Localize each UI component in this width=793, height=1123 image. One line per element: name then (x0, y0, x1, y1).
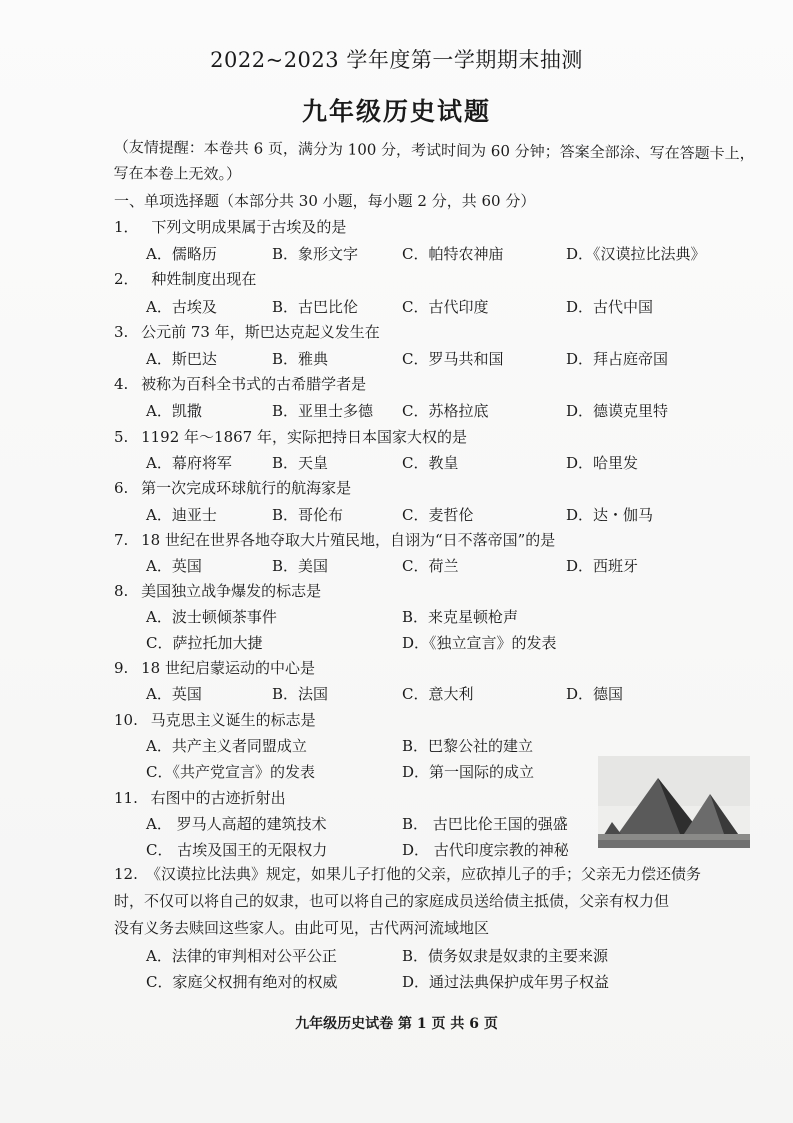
question-7 (114, 529, 555, 550)
question-number: 5. (114, 428, 129, 446)
question-2 (114, 268, 256, 289)
option-b: B．亚里士多德 (272, 402, 374, 420)
option-b: B．雅典 (272, 350, 329, 368)
question-3 (114, 321, 380, 342)
option-c: C．苏格拉底 (402, 402, 489, 420)
question-1 (114, 216, 346, 237)
option-c: C．《共产党宣言》的发表 (146, 763, 315, 781)
option-b: B．古巴比伦 (272, 298, 359, 316)
option-c: C．古代印度 (402, 298, 489, 316)
option-b: B．来克星顿枪声 (402, 608, 519, 626)
question-text: 18 世纪在世界各地夺取大片殖民地，自诩为“日不落帝国”的是 (141, 531, 556, 549)
option-a: A．凯撒 (146, 402, 202, 420)
option-d: D．《汉谟拉比法典》 (566, 245, 706, 263)
question-number: 6. (114, 479, 129, 497)
option-d: D．达・伽马 (566, 506, 654, 524)
exam-subtitle: 九年级历史试题 (301, 97, 491, 126)
option-b: B．巴黎公社的建立 (402, 737, 534, 755)
question-text: 1192 年～1867 年，实际把持日本国家大权的是 (141, 428, 467, 446)
option-a: A．共产主义者同盟成立 (146, 737, 307, 755)
option-c: C．罗马共和国 (402, 350, 504, 368)
question-text-line: 时，不仅可以将自己的奴隶，也可以将自己的家庭成员送给债主抵债，父亲有权力但 (114, 892, 670, 910)
option-a: A．英国 (146, 557, 202, 575)
question-text: 下列文明成果属于古埃及的是 (151, 218, 347, 236)
option-d: D．通过法典保护成年男子权益 (402, 973, 610, 991)
option-a: A．幕府将军 (146, 454, 232, 472)
option-a: A．迪亚士 (146, 506, 217, 524)
question-text: 右图中的古迹折射出 (150, 789, 286, 807)
option-c: C．麦哲伦 (402, 506, 474, 524)
option-a: A．古埃及 (146, 298, 217, 316)
question-text: 美国独立战争爆发的标志是 (141, 582, 322, 600)
option-d: D．哈里发 (566, 454, 639, 472)
option-c: C． 古埃及国王的无限权力 (146, 841, 328, 859)
option-a: A． 罗马人高超的建筑技术 (146, 815, 327, 833)
option-b: B．法国 (272, 685, 329, 703)
option-c: C．意大利 (402, 685, 474, 703)
exam-notice: （友情提醒：本卷共 6 页，满分为 100 分，考试时间为 60 分钟；答案全部涂、写在答题卡上，写在本卷上无效。） (113, 137, 755, 184)
option-c: C．荷兰 (402, 557, 459, 575)
option-d: D．德谟克里特 (566, 402, 669, 420)
question-9 (114, 657, 315, 678)
question-text-line: 没有义务去赎回这些家人。由此可见，古代两河流域地区 (114, 919, 490, 937)
question-text-line: 《汉谟拉比法典》规定，如果儿子打他的父亲，应砍掉儿子的手；父亲无力偿还债务 (146, 865, 702, 883)
pyramids-image (598, 756, 750, 848)
question-number: 7. (114, 531, 129, 549)
question-text: 种姓制度出现在 (151, 270, 257, 288)
option-d: D．《独立宣言》的发表 (402, 634, 557, 652)
question-5 (114, 426, 467, 447)
question-8 (114, 580, 321, 601)
option-b: B．债务奴隶是奴隶的主要来源 (402, 947, 609, 965)
question-number: 9. (114, 659, 129, 677)
option-d: D．古代中国 (566, 298, 654, 316)
question-4 (114, 373, 366, 394)
question-11 (114, 787, 286, 808)
option-a: A．儒略历 (146, 245, 217, 263)
question-number: 3. (114, 323, 129, 341)
option-b: B．象形文字 (272, 245, 359, 263)
option-a: A．英国 (146, 685, 202, 703)
section-title: 一、单项选择题（本部分共 30 小题，每小题 2 分，共 60 分） (114, 192, 536, 210)
option-a: A．法律的审判相对公平公正 (146, 947, 337, 965)
question-text: 马克思主义诞生的标志是 (150, 711, 316, 729)
option-c: C．家庭父权拥有绝对的权威 (146, 973, 338, 991)
question-10 (114, 709, 316, 730)
question-text: 公元前 73 年，斯巴达克起义发生在 (141, 323, 380, 341)
page-footer: 九年级历史试卷 第 1 页 共 6 页 (295, 1016, 498, 1032)
option-a: A．斯巴达 (146, 350, 217, 368)
question-number: 10. (114, 711, 138, 729)
option-d: D．拜占庭帝国 (566, 350, 669, 368)
question-number: 4. (114, 375, 129, 393)
option-d: D．第一国际的成立 (402, 763, 535, 781)
question-number: 1． (114, 218, 139, 236)
question-number: 8. (114, 582, 129, 600)
option-a: A．波士顿倾茶事件 (146, 608, 277, 626)
option-b: B．哥伦布 (272, 506, 344, 524)
exam-title: 2022~2023 学年度第一学期期末抽测 (210, 48, 583, 72)
question-12-number: 12. (114, 865, 138, 883)
option-c: C．帕特农神庙 (402, 245, 504, 263)
question-text: 被称为百科全书式的古希腊学者是 (141, 375, 367, 393)
option-c: C．教皇 (402, 454, 459, 472)
option-d: D．西班牙 (566, 557, 639, 575)
option-c: C．萨拉托加大捷 (146, 634, 263, 652)
question-text: 18 世纪启蒙运动的中心是 (141, 659, 315, 677)
question-number: 11. (114, 789, 138, 807)
option-b: B．美国 (272, 557, 329, 575)
option-d: D．德国 (566, 685, 624, 703)
option-b: B．天皇 (272, 454, 329, 472)
question-number: 2． (114, 270, 139, 288)
question-6 (114, 477, 351, 498)
option-d: D． 古代印度宗教的神秘 (402, 841, 569, 859)
question-text: 第一次完成环球航行的航海家是 (141, 479, 352, 497)
option-b: B． 古巴比伦王国的强盛 (402, 815, 568, 833)
